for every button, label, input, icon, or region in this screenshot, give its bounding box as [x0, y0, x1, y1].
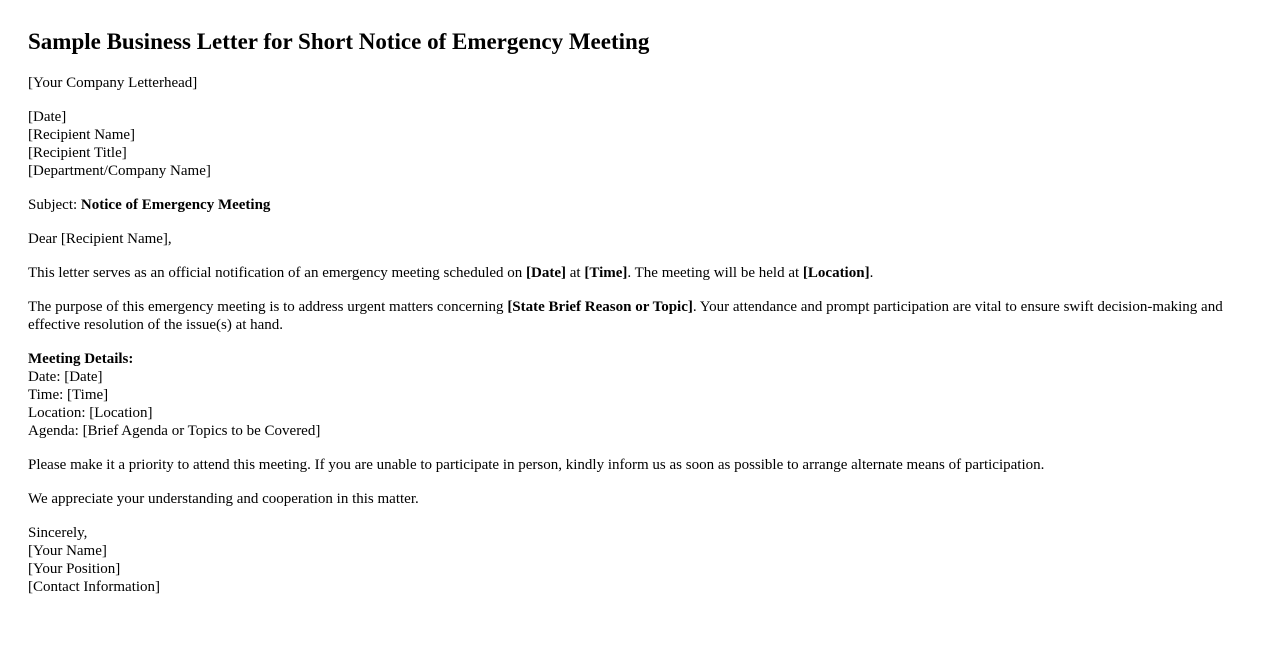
para1-location: [Location] [802, 265, 870, 281]
detail-time: Time: [Time] [28, 387, 109, 403]
subject-line [28, 196, 1250, 214]
closing-block [28, 524, 1250, 596]
recipient-name: [Recipient Name] [28, 127, 136, 143]
notification-paragraph [28, 264, 1250, 282]
letterhead: [Your Company Letterhead] [28, 75, 198, 91]
closing-position: [Your Position] [28, 561, 121, 577]
subject-value: Notice of Emergency Meeting [80, 197, 271, 213]
detail-date: Date: [Date] [28, 369, 103, 385]
para1-text-2: at [566, 265, 585, 281]
recipient-title: [Recipient Title] [28, 145, 127, 161]
para1-text-3: . The meeting will be held at [627, 265, 803, 281]
para1-text-4: . [869, 265, 874, 281]
subject-label: Subject: [28, 197, 81, 213]
para2-text-2: . Your attendance and prompt participation are vital to ensure swift decision-making and effective resolution of the issue(s) at hand. [28, 299, 1223, 333]
para1-text-1: This letter serves as an official notification of an emergency meeting scheduled on [28, 265, 527, 281]
detail-location: Location: [Location] [28, 405, 153, 421]
recipient-date: [Date] [28, 109, 67, 125]
closing-contact: [Contact Information] [28, 579, 161, 595]
para1-time: [Time] [584, 265, 628, 281]
appreciation-paragraph: We appreciate your understanding and cooperation in this matter. [28, 491, 419, 507]
para2-text-1: The purpose of this emergency meeting is to address urgent matters concerning [28, 299, 508, 315]
meeting-details-heading: Meeting Details: [28, 351, 134, 367]
para2-topic: [State Brief Reason or Topic] [507, 299, 693, 315]
salutation: Dear [Recipient Name], [28, 231, 172, 247]
recipient-block [28, 108, 1250, 180]
attendance-paragraph: Please make it a priority to attend this meeting. If you are unable to participate in person, kindly inform us as soon as possible to arrange alternate means of participation. [28, 457, 1045, 473]
para1-date: [Date] [526, 265, 567, 281]
recipient-company: [Department/Company Name] [28, 163, 211, 179]
page-title: Sample Business Letter for Short Notice of Emergency Meeting [28, 29, 650, 54]
closing-sincerely: Sincerely, [28, 525, 88, 541]
meeting-details [28, 350, 1250, 440]
purpose-paragraph [28, 298, 1250, 334]
detail-agenda: Agenda: [Brief Agenda or Topics to be Covered] [28, 423, 321, 439]
closing-name: [Your Name] [28, 543, 107, 559]
